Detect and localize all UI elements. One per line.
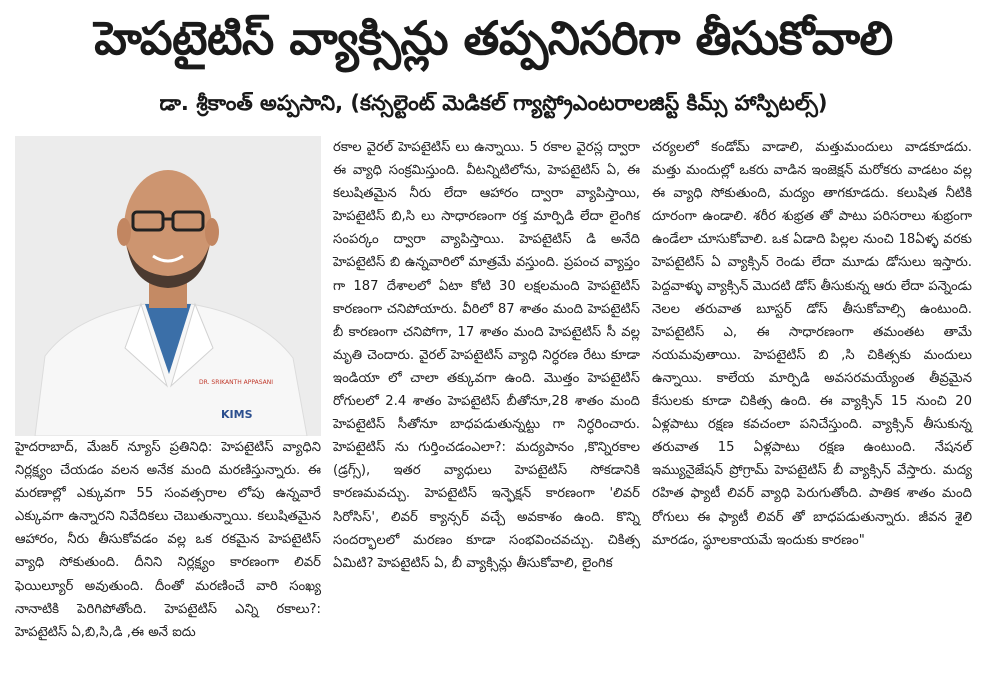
article-headline: హెపటైటిస్ వ్యాక్సిన్లు తప్పనిసరిగా తీసుకోవాలి <box>94 11 893 65</box>
article-column-2 <box>333 136 640 575</box>
article-byline: డా. శ్రీకాంత్ అప్పసాని, (కన్సల్టెంట్ మెడికల్ గ్యాస్ట్రోఎంటరాలజిస్ట్ కిమ్స్ హాస్పిటల్స్) <box>159 91 828 115</box>
doctor-portrait-photo <box>15 136 321 436</box>
article-column-3 <box>652 136 972 552</box>
article-column-1 <box>15 436 321 644</box>
coat-logo-text: KIMS <box>221 408 253 421</box>
column-2-text: రకాల వైరల్ హెపటైటిస్ లు ఉన్నాయి. 5 రకాల వైరస్ల ద్వారా ఈ వ్యాధి సంక్రమిస్తుంది. వీటన్నిటిలోను, హెపటైటిస్ ఏ, ఈ కలుషితమైన నీరు లేదా ఆహారం ద్వారా వ్యాపిస్తాయి, హెపటైటిస్ బి,సి లు సాధారణంగా రక్త మార్పిడి లేదా లైంగిక సంపర్కం ద్వారా వ్యాపిస్తాయి. హెపటైటిస్ డి అనేది హెపటైటిస్ బి ఉన్నవారిలో మాత్రమే వస్తుంది. ప్రపంచ వ్యాప్తం గా 187 దేశాలలో ఏటా కోటి 30 లక్షలమంది హెపటైటిస్ కారణంగా చనిపోయారు. వీరిలో 87 శాతం మంది హెపటైటిస్ బీ కారణంగా చనిపోగా, 17 శాతం మంది హెపటైటిస్ సీ వల్ల మృతి చెందారు. వైరల్ హెపటైటిస్ వ్యాధి నిర్ధరణ రేటు కూడా ఇండియా లో చాలా తక్కువగా ఉంది. మొత్తం హెపటైటిస్ రోగులలో 2.4 శాతం హెపటైటిస్ బీతోనూ,28 శాతం మంది హెపటైటిస్ సీతోనూ బాధపడుతున్నట్టు గా నిర్ధరించారు. హెపటైటిస్ ను గుర్తించడంఎలా?: మద్యపానం ,కొన్నిరకాల (డ్రగ్స్), ఇతర వ్యాధులు హెపటైటిస్ సోకడానికి కారణమవచ్చు. హెపటైటిస్ ఇన్ఫెక్షన్ కారణంగా 'లివర్ సిరోసిస్', లివర్ క్యాన్సర్ వచ్చే అవకాశం ఉంది. కొన్ని సందర్భాలలో మరణం కూడా సంభవించవచ్చు. చికిత్స ఏమిటి? హెపటైటిస్ ఏ, బీ వ్యాక్సిన్లు తీసుకోవాలి, లైంగిక <box>333 140 640 571</box>
doctor-portrait-illustration <box>15 136 321 436</box>
column-3-text: చర్యలలో కండోమ్ వాడాలి, మత్తుమందులు వాడకూడదు. మత్తు మందుల్లో ఒకరు వాడిన ఇంజెక్షన్ మరోకరు వాడటం వల్ల ఈ వ్యాధి సోకుతుంది, మద్యం తాగకూడదు. కలుషిత నీటికి దూరంగా ఉండాలి. శరీర శుభ్రత తో పాటు పరిసరాలు శుభ్రంగా ఉండేలా చూసుకోవాలి. ఒక ఏడాది పిల్లల నుంచి 18ఏళ్ళ వరకు హెపటైటిస్ ఏ వ్యాక్సిన్ రెండు లేదా మూడు డోసులు ఇస్తారు. పెద్దవాళ్ళు వ్యాక్సిన్ మొదటి డోస్ తీసుకున్న ఆరు లేదా పన్నెండు నెలల తరువాత బూస్టర్ డోస్ తీసుకోవాల్సి ఉంటుంది. హెపటైటిస్ ఎ, ఈ సాధారణంగా తమంతట తామే నయమవుతాయి. హెపటైటిస్ బి ,సి చికిత్సకు మందులు ఉన్నాయి. కాలేయ మార్పిడి అవసరమయ్యేంత తీవ్రమైన కేసులకు కూడా చికిత్స ఉంది. ఈ వ్యాక్సిన్ 15 నుంచి 20 ఏళ్లపాటు రక్షణ కవచంలా పనిచేస్తుంది. వ్యాక్సిన్ తీసుకున్న తరువాత 15 ఏళ్లపాటు రక్షణ ఉంటుంది. నేషనల్ ఇమ్యునైజేషన్ ప్రోగ్రామ్ హెపటైటిస్ బీ వ్యాక్సిన్ వేస్తారు. మద్య రహిత ఫ్యాటీ లివర్ వ్యాధి పెరుగుతోంది. పాతిక శాతం మంది రోగులు ఈ ఫ్యాటీ లివర్ తో బాధపడుతున్నారు. జీవన శైలి మారడం, స్థూలకాయమే ఇందుకు కారణం" <box>652 140 972 548</box>
coat-badge-text: DR. SRIKANTH APPASANI <box>199 379 273 386</box>
column-1-text: హైదరాబాద్, మేజర్ న్యూస్ ప్రతినిధి: హెపటైటిస్ వ్యాధిని నిర్లక్ష్యం చేయడం వలన అనేక మంది మరణిస్తున్నారు. ఈ మరణాల్లో ఎక్కువగా 55 సంవత్సరాల లోపు ఉన్నవారే ఎక్కువగా ఉన్నారని నివేదికలు చెబుతున్నాయి. కలుషితమైన ఆహారం, నీరు తీసుకోవడం వల్ల ఒక రకమైన హెపటైటిస్ వ్యాధి సోకుతుంది. దీనిని నిర్లక్ష్యం కారణంగా లివర్ ఫెయిల్యూర్ అవుతుంది. దీంతో మరణించే వారి సంఖ్య నానాటికి పెరిగిపోతోంది. హెపటైటిస్ ఎన్ని రకాలు?: హెపటైటిస్ ఏ,బి,సి,డి ,ఈ అనే ఐదు <box>15 440 321 640</box>
